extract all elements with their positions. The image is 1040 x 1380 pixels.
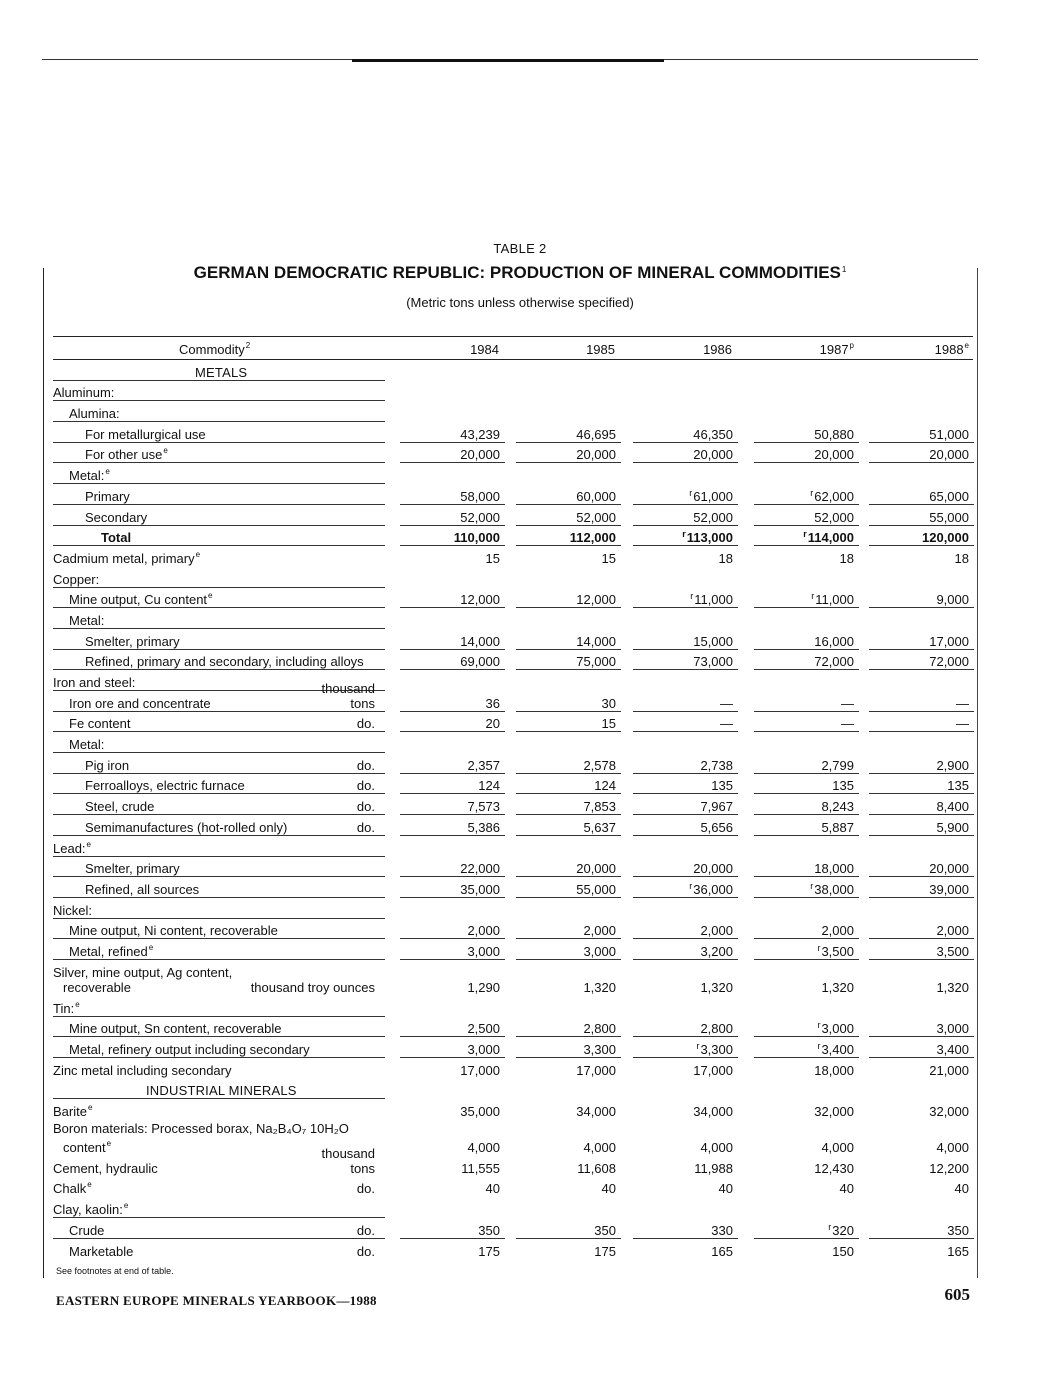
unit-label: do.	[356, 819, 375, 835]
table-row	[53, 1197, 973, 1218]
frame-right-line	[977, 268, 978, 1278]
value-cell: 55,000	[576, 881, 616, 897]
table-row	[53, 608, 973, 629]
value-cell: 11,608	[577, 1160, 616, 1176]
table-number: TABLE 2	[493, 241, 547, 256]
value-cell: 17,000	[460, 1062, 500, 1078]
commodity-label: Iron and steel:	[53, 675, 136, 690]
value-cell: 5,900	[936, 819, 969, 835]
commodity-label: For other use$^e$	[85, 446, 168, 463]
value-cell: 20,000	[460, 447, 500, 463]
value-cell: 8,243	[821, 799, 854, 815]
commodity-label: Marketable	[69, 1243, 134, 1259]
value-cell: 73,000	[693, 654, 733, 670]
footnote-note: See footnotes at end of table.	[56, 1266, 174, 1276]
value-cell: 2,900	[936, 757, 969, 773]
table-row	[53, 774, 973, 795]
value-cell: $^r$11,000	[690, 591, 733, 608]
value-cell: 15	[601, 716, 616, 732]
frame-left-line	[43, 268, 44, 1278]
commodity-label: Lead:$^e$	[53, 839, 91, 856]
commodity-label: INDUSTRIAL MINERALS	[146, 1083, 297, 1099]
value-cell: 1,320	[583, 979, 616, 995]
value-cell: 15	[485, 550, 500, 566]
value-cell: 15,000	[693, 633, 733, 649]
commodity-label: Primary	[85, 488, 130, 504]
value-cell: 12,000	[576, 592, 616, 608]
value-cell: 8,400	[936, 799, 969, 815]
table-row	[53, 588, 973, 609]
value-cell: 36	[485, 695, 500, 711]
value-cell: —	[956, 695, 969, 711]
commodity-label: Copper:	[53, 571, 100, 587]
value-cell: 5,887	[821, 819, 854, 835]
value-cell: 32,000	[929, 1104, 969, 1120]
value-cell: 11,555	[461, 1160, 500, 1176]
value-cell: 40	[601, 1181, 616, 1197]
year-header: 1988e	[934, 341, 969, 357]
value-cell: 165	[711, 1243, 733, 1259]
value-cell: —	[956, 716, 969, 732]
value-cell: 22,000	[460, 861, 500, 877]
commodity-label: Crude	[69, 1222, 105, 1238]
table-subtitle: (Metric tons unless otherwise specified)	[406, 295, 634, 310]
value-cell: 112,000	[569, 530, 616, 546]
commodity-label: Tin:$^e$	[53, 999, 80, 1016]
section-heading	[53, 360, 973, 381]
table-title: GERMAN DEMOCRATIC REPUBLIC: PRODUCTION OF MINERAL COMMODITIES$^1$	[193, 263, 847, 282]
value-cell: 1,320	[821, 979, 854, 995]
unit-label: do.	[356, 1181, 375, 1197]
value-cell: 20,000	[693, 861, 733, 877]
value-cell: 52,000	[460, 509, 500, 525]
commodity-label: Ferroalloys, electric furnace	[85, 778, 245, 794]
table-row	[53, 567, 973, 588]
value-cell: 7,967	[700, 799, 733, 815]
value-cell: 40	[485, 1181, 500, 1197]
value-cell: 18,000	[814, 861, 854, 877]
value-cell: 43,239	[460, 426, 500, 442]
table-row	[53, 546, 973, 567]
unit-label: do.	[356, 757, 375, 773]
commodity-label: Total	[101, 530, 132, 546]
value-cell: —	[720, 695, 733, 711]
value-cell: 14,000	[460, 633, 500, 649]
commodity-label: Aluminum:	[53, 385, 115, 401]
value-cell: 3,200	[700, 943, 733, 959]
value-cell: $^r$113,000	[682, 529, 733, 546]
table-row	[53, 939, 973, 960]
value-cell: 18	[718, 550, 733, 566]
table-row	[53, 484, 973, 505]
unit-label: do.	[356, 1243, 375, 1259]
value-cell: 34,000	[693, 1104, 733, 1120]
commodity-label: Smelter, primary	[85, 861, 180, 877]
value-cell: $^r$61,000	[689, 487, 733, 504]
year-header: 1984	[470, 342, 499, 357]
table-row	[53, 877, 973, 898]
value-cell: 135	[947, 778, 969, 794]
table-row	[53, 1017, 973, 1038]
value-cell: 51,000	[929, 426, 969, 442]
value-cell: 7,853	[583, 799, 616, 815]
value-cell: 1,290	[467, 979, 500, 995]
value-cell: 18	[954, 550, 969, 566]
table-row	[53, 422, 973, 443]
table-row	[53, 836, 973, 857]
value-cell: 5,386	[467, 819, 500, 835]
unit-label: do.	[356, 716, 375, 732]
book-title: EASTERN EUROPE MINERALS YEARBOOK—1988	[56, 1293, 377, 1308]
commodity-label: Smelter, primary	[85, 633, 180, 649]
table-row	[53, 1058, 973, 1079]
value-cell: 4,000	[700, 1140, 733, 1156]
table-row	[53, 1239, 973, 1260]
value-cell: 60,000	[576, 488, 616, 504]
value-cell: 32,000	[814, 1104, 854, 1120]
value-cell: 35,000	[460, 1104, 500, 1120]
commodity-label: Zinc metal including secondary	[53, 1062, 232, 1078]
production-table	[53, 336, 973, 1260]
value-cell: 350	[594, 1222, 616, 1238]
commodity-label: Alumina:	[69, 406, 120, 422]
value-cell: 2,578	[583, 757, 616, 773]
value-cell: 2,357	[467, 757, 500, 773]
commodity-label: Boron materials: Processed borax, Na₂B₄O₇ 10H₂O content$^e$	[53, 1121, 349, 1156]
value-cell: 11,988	[694, 1160, 733, 1176]
value-cell: 124	[478, 778, 500, 794]
value-cell: 52,000	[814, 509, 854, 525]
value-cell: 175	[594, 1243, 616, 1259]
table-row	[53, 712, 973, 733]
table-body	[53, 360, 973, 1260]
value-cell: 12,000	[460, 592, 500, 608]
value-cell: 16,000	[814, 633, 854, 649]
value-cell: $^r$3,400	[817, 1041, 854, 1057]
table-row	[53, 650, 973, 671]
value-cell: 20,000	[929, 447, 969, 463]
value-cell: 3,000	[467, 1042, 500, 1057]
value-cell: $^r$38,000	[810, 880, 854, 897]
value-cell: $^r$3,000	[817, 1020, 854, 1037]
commodity-label: Mine output, Cu content$^e$	[69, 591, 213, 608]
commodity-label: Mine output, Sn content, recoverable	[69, 1021, 282, 1037]
commodity-label: Pig iron	[85, 757, 130, 773]
commodity-label: Steel, crude	[85, 799, 155, 815]
unit-label: do.	[356, 1222, 375, 1238]
value-cell: 46,350	[693, 426, 733, 442]
commodity-label: Refined, all sources	[85, 881, 200, 897]
commodity-header: Commodity$^2$	[179, 341, 251, 357]
year-header: 1986	[703, 342, 732, 357]
value-cell: 124	[594, 778, 616, 794]
value-cell: 40	[839, 1181, 854, 1197]
commodity-label: Silver, mine output, Ag content, recoverable	[53, 964, 233, 995]
value-cell: 69,000	[460, 654, 500, 670]
value-cell: 135	[711, 778, 733, 794]
value-cell: 4,000	[583, 1140, 616, 1156]
value-cell: 3,000	[936, 1021, 969, 1037]
value-cell: 1,320	[700, 979, 733, 995]
table-row	[53, 898, 973, 919]
top-rule-accent	[352, 59, 664, 62]
value-cell: 40	[954, 1181, 969, 1197]
value-cell: 17,000	[576, 1062, 616, 1078]
table-row	[53, 670, 973, 691]
value-cell: 17,000	[929, 633, 969, 649]
value-cell: 120,000	[922, 530, 969, 546]
value-cell: $^r$11,000	[811, 591, 854, 608]
unit-label: do.	[356, 778, 375, 794]
value-cell: 4,000	[821, 1140, 854, 1156]
value-cell: 20,000	[693, 447, 733, 463]
value-cell: 65,000	[929, 488, 969, 504]
value-cell: 72,000	[929, 654, 969, 670]
commodity-label: Metal:	[69, 737, 105, 753]
commodity-label: Semimanufactures (hot-rolled only)	[85, 819, 288, 835]
value-cell: 52,000	[576, 509, 616, 525]
value-cell: $^r$62,000	[810, 487, 854, 504]
value-cell: 34,000	[576, 1104, 616, 1120]
value-cell: 58,000	[460, 488, 500, 504]
commodity-label: Chalk$^e$	[53, 1180, 92, 1197]
table-row	[53, 1120, 973, 1156]
value-cell: 2,800	[700, 1021, 733, 1037]
value-cell: 330	[711, 1222, 733, 1238]
value-cell: 72,000	[814, 654, 854, 670]
unit-label: thousand tons	[321, 680, 375, 711]
value-cell: 21,000	[929, 1062, 969, 1078]
commodity-label: Refined, primary and secondary, including alloys	[85, 654, 364, 670]
table-row	[53, 1099, 973, 1120]
commodity-label: Cadmium metal, primary$^e$	[53, 549, 201, 566]
commodity-label: Metal, refinery output including secondary	[69, 1042, 310, 1057]
commodity-label: Metal:	[69, 612, 105, 628]
value-cell: 2,000	[821, 923, 854, 939]
table-header	[53, 336, 973, 360]
unit-label: do.	[356, 799, 375, 815]
commodity-label: Iron ore and concentrate	[69, 695, 211, 711]
table-row	[53, 381, 973, 402]
value-cell: 50,880	[814, 426, 854, 442]
value-cell: 350	[478, 1222, 500, 1238]
year-header: 1985	[586, 342, 615, 357]
value-cell: 20,000	[814, 447, 854, 463]
commodity-label: Mine output, Ni content, recoverable	[69, 923, 278, 939]
commodity-label: Metal:$^e$	[69, 467, 110, 484]
page-number: 605	[944, 1285, 970, 1304]
value-cell: 75,000	[576, 654, 616, 670]
year-header: 1987$^p$	[819, 341, 854, 357]
value-cell: 3,000	[467, 943, 500, 959]
value-cell: 350	[947, 1222, 969, 1238]
table-row	[53, 815, 973, 836]
value-cell: 40	[718, 1181, 733, 1197]
value-cell: —	[841, 695, 854, 711]
value-cell: $^r$3,300	[696, 1041, 733, 1057]
value-cell: —	[720, 716, 733, 732]
value-cell: 17,000	[693, 1062, 733, 1078]
value-cell: 12,200	[929, 1160, 969, 1176]
value-cell: 5,637	[583, 819, 616, 835]
table-row	[53, 526, 973, 547]
value-cell: 18	[839, 550, 854, 566]
table-row	[53, 505, 973, 526]
value-cell: 135	[832, 778, 854, 794]
value-cell: 5,656	[700, 819, 733, 835]
value-cell: 39,000	[929, 881, 969, 897]
table-row	[53, 919, 973, 940]
unit-label: thousand troy ounces	[250, 979, 375, 995]
value-cell: 12,430	[814, 1160, 854, 1176]
value-cell: 20,000	[929, 861, 969, 877]
table-row	[53, 753, 973, 774]
commodity-label: Nickel:	[53, 902, 93, 918]
commodity-label: Barite$^e$	[53, 1103, 93, 1120]
value-cell: 1,320	[936, 979, 969, 995]
table-row	[53, 463, 973, 484]
value-cell: 20,000	[576, 861, 616, 877]
value-cell: 2,000	[583, 923, 616, 939]
value-cell: 2,800	[583, 1021, 616, 1037]
value-cell: 7,573	[467, 799, 500, 815]
value-cell: 3,500	[936, 943, 969, 959]
value-cell: 2,500	[467, 1021, 500, 1037]
table-row	[53, 732, 973, 753]
value-cell: 3,300	[583, 1042, 616, 1057]
commodity-label: Metal, refined$^e$	[69, 942, 154, 959]
value-cell: $^r$320	[828, 1221, 854, 1238]
value-cell: 4,000	[467, 1140, 500, 1156]
value-cell: 20,000	[576, 447, 616, 463]
table-row	[53, 857, 973, 878]
value-cell: 175	[478, 1243, 500, 1259]
table-row	[53, 1177, 973, 1198]
value-cell: 3,000	[583, 943, 616, 959]
value-cell: 20	[485, 716, 500, 732]
table-row	[53, 1218, 973, 1239]
commodity-label: Secondary	[85, 509, 148, 525]
commodity-label: For metallurgical use	[85, 426, 206, 442]
table-row	[53, 960, 973, 996]
value-cell: $^r$36,000	[689, 880, 733, 897]
value-cell: 150	[832, 1243, 854, 1259]
value-cell: 18,000	[814, 1062, 854, 1078]
table-row	[53, 629, 973, 650]
value-cell: 3,400	[936, 1042, 969, 1057]
value-cell: 4,000	[936, 1140, 969, 1156]
value-cell: $^r$114,000	[803, 529, 854, 546]
value-cell: 2,799	[821, 757, 854, 773]
value-cell: 9,000	[936, 592, 969, 608]
value-cell: 14,000	[576, 633, 616, 649]
table-row	[53, 401, 973, 422]
value-cell: 110,000	[453, 530, 500, 546]
value-cell: $^r$3,500	[817, 942, 854, 959]
value-cell: 2,000	[700, 923, 733, 939]
value-cell: 2,738	[700, 757, 733, 773]
value-cell: 30	[601, 695, 616, 711]
commodity-label: Fe content	[69, 716, 131, 732]
value-cell: —	[841, 716, 854, 732]
value-cell: 55,000	[929, 509, 969, 525]
commodity-label: Cement, hydraulic	[53, 1160, 158, 1176]
table-row	[53, 1037, 973, 1058]
value-cell: 2,000	[936, 923, 969, 939]
value-cell: 46,695	[576, 426, 616, 442]
value-cell: 165	[947, 1243, 969, 1259]
commodity-label: Clay, kaolin:$^e$	[53, 1201, 129, 1218]
value-cell: 2,000	[467, 923, 500, 939]
table-row	[53, 996, 973, 1017]
table-row	[53, 443, 973, 464]
table-row	[53, 794, 973, 815]
value-cell: 15	[601, 550, 616, 566]
unit-label: thousand tons	[321, 1145, 375, 1176]
section-heading	[53, 1079, 973, 1100]
value-cell: 35,000	[460, 881, 500, 897]
value-cell: 52,000	[693, 509, 733, 525]
commodity-label: METALS	[195, 364, 248, 380]
